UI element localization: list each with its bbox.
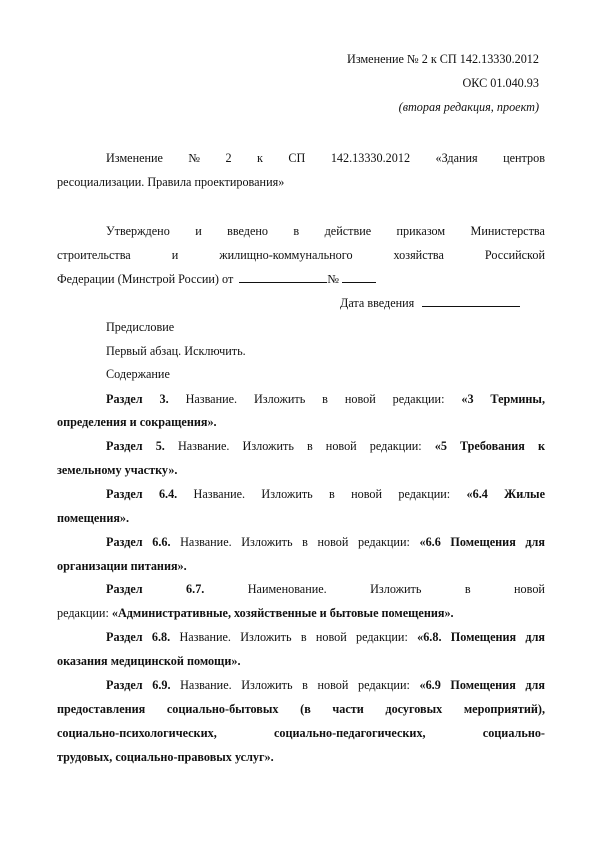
item-new-title: «6.9 Помещения для [419, 678, 545, 692]
item-s66-line-2: организации питания». [57, 559, 187, 573]
item-word: Изложить [370, 582, 422, 596]
preface-text: Первый абзац. Исключить. [106, 344, 246, 358]
item-new-title: «6.8. Помещения для [417, 630, 545, 644]
item-label: Раздел 6.4. [106, 487, 178, 501]
item-new-title: «3 Термины, [461, 392, 545, 406]
title-word: Изменение [106, 151, 163, 165]
item-label: Раздел 6.6. [106, 535, 171, 549]
item-new-title: «6.6 Помещения для [419, 535, 545, 549]
item-s68-line-2: оказания медицинской помощи». [57, 654, 241, 668]
approval-word: и [171, 248, 179, 262]
approval-line-1 [106, 223, 545, 239]
item-s5-line-2: земельному участку». [57, 463, 178, 477]
item-s67-line-2 [57, 605, 454, 621]
title-word: СП [288, 151, 306, 165]
approval-word: и [195, 224, 202, 238]
item-s3-line-1 [106, 391, 545, 407]
item-s69-line-2: предоставления социально-бытовых (в части досуговых мероприятий), [57, 702, 545, 716]
effective-date-label: Дата введения [340, 296, 415, 310]
approval-word: Министерства [470, 224, 545, 238]
item-text: Название. Изложить в новой редакции: [177, 487, 467, 501]
item-new-title: «6.4 Жилые [466, 487, 545, 501]
item-label: Раздел 6.8. [106, 630, 171, 644]
item-s5-line-1 [106, 438, 545, 454]
preface-heading: Предисловие [106, 320, 175, 334]
item-new-title: «Административные, хозяйственные и бытовые помещения». [111, 606, 454, 620]
title-word: центров [503, 151, 545, 165]
item-word: в [464, 582, 471, 596]
item-word: 6.7. [186, 582, 205, 596]
oks-code: ОКС 01.040.93 [462, 76, 539, 90]
effective-date-line [340, 295, 520, 311]
title-word: 142.13330.2012 [330, 151, 411, 165]
item-s64-line-2: помещения». [57, 511, 130, 525]
approval-line-2 [57, 247, 545, 263]
item-text: Название. Изложить в новой редакции: [164, 439, 435, 453]
approval-word: действие [324, 224, 372, 238]
item-s68-line-1 [106, 629, 545, 645]
item-new-title: «5 Требования к [434, 439, 545, 453]
order-number-blank [342, 271, 376, 283]
approval-word: введено [227, 224, 269, 238]
item-label: Раздел 6.9. [106, 678, 171, 692]
item-s3-line-2: определения и сокращения». [57, 415, 217, 429]
item-word: Раздел [106, 582, 143, 596]
approval-word: приказом [396, 224, 446, 238]
item-text: Название. Изложить в новой редакции: [170, 630, 418, 644]
item-s64-line-1 [106, 486, 545, 502]
title-line-1 [106, 150, 545, 166]
approval-order-prefix: Федерации (Минстрой России) от [57, 272, 234, 286]
approval-word: Российской [484, 248, 545, 262]
item-text: Название. Изложить в новой редакции: [170, 535, 420, 549]
title-word: № [188, 151, 201, 165]
doc-change-number: Изменение № 2 к СП 142.13330.2012 [347, 52, 539, 66]
item-label: Раздел 5. [106, 439, 165, 453]
order-date-blank [239, 271, 327, 283]
item-s67-line-1 [106, 581, 545, 597]
effective-date-blank [422, 295, 520, 307]
approval-word: строительства [57, 248, 131, 262]
item-word: новой [514, 582, 545, 596]
edition-note: (вторая редакция, проект) [398, 100, 539, 114]
item-s69-line-3: социально-психологических, социально-педагогических, социально- [57, 726, 545, 740]
approval-word: Утверждено [106, 224, 170, 238]
approval-word: хозяйства [393, 248, 444, 262]
title-word: «Здания [435, 151, 478, 165]
item-word: Наименование. [247, 582, 327, 596]
approval-word: жилищно-коммунального [219, 248, 353, 262]
item-s69-line-4: трудовых, социально-правовых услуг». [57, 750, 274, 764]
order-number-sign: № [327, 272, 339, 286]
item-text: Название. Изложить в новой редакции: [170, 678, 420, 692]
contents-heading: Содержание [106, 367, 170, 381]
item-s69-line-1 [106, 677, 545, 693]
approval-line-3 [57, 271, 376, 287]
item-label: Раздел 3. [106, 392, 169, 406]
title-word: к [257, 151, 263, 165]
approval-word: в [293, 224, 300, 238]
title-word: 2 [225, 151, 232, 165]
title-line-2: ресоциализации. Правила проектирования» [57, 175, 285, 189]
item-s66-line-1 [106, 534, 545, 550]
item-text: Название. Изложить в новой редакции: [168, 392, 462, 406]
item-text: редакции: [57, 606, 112, 620]
